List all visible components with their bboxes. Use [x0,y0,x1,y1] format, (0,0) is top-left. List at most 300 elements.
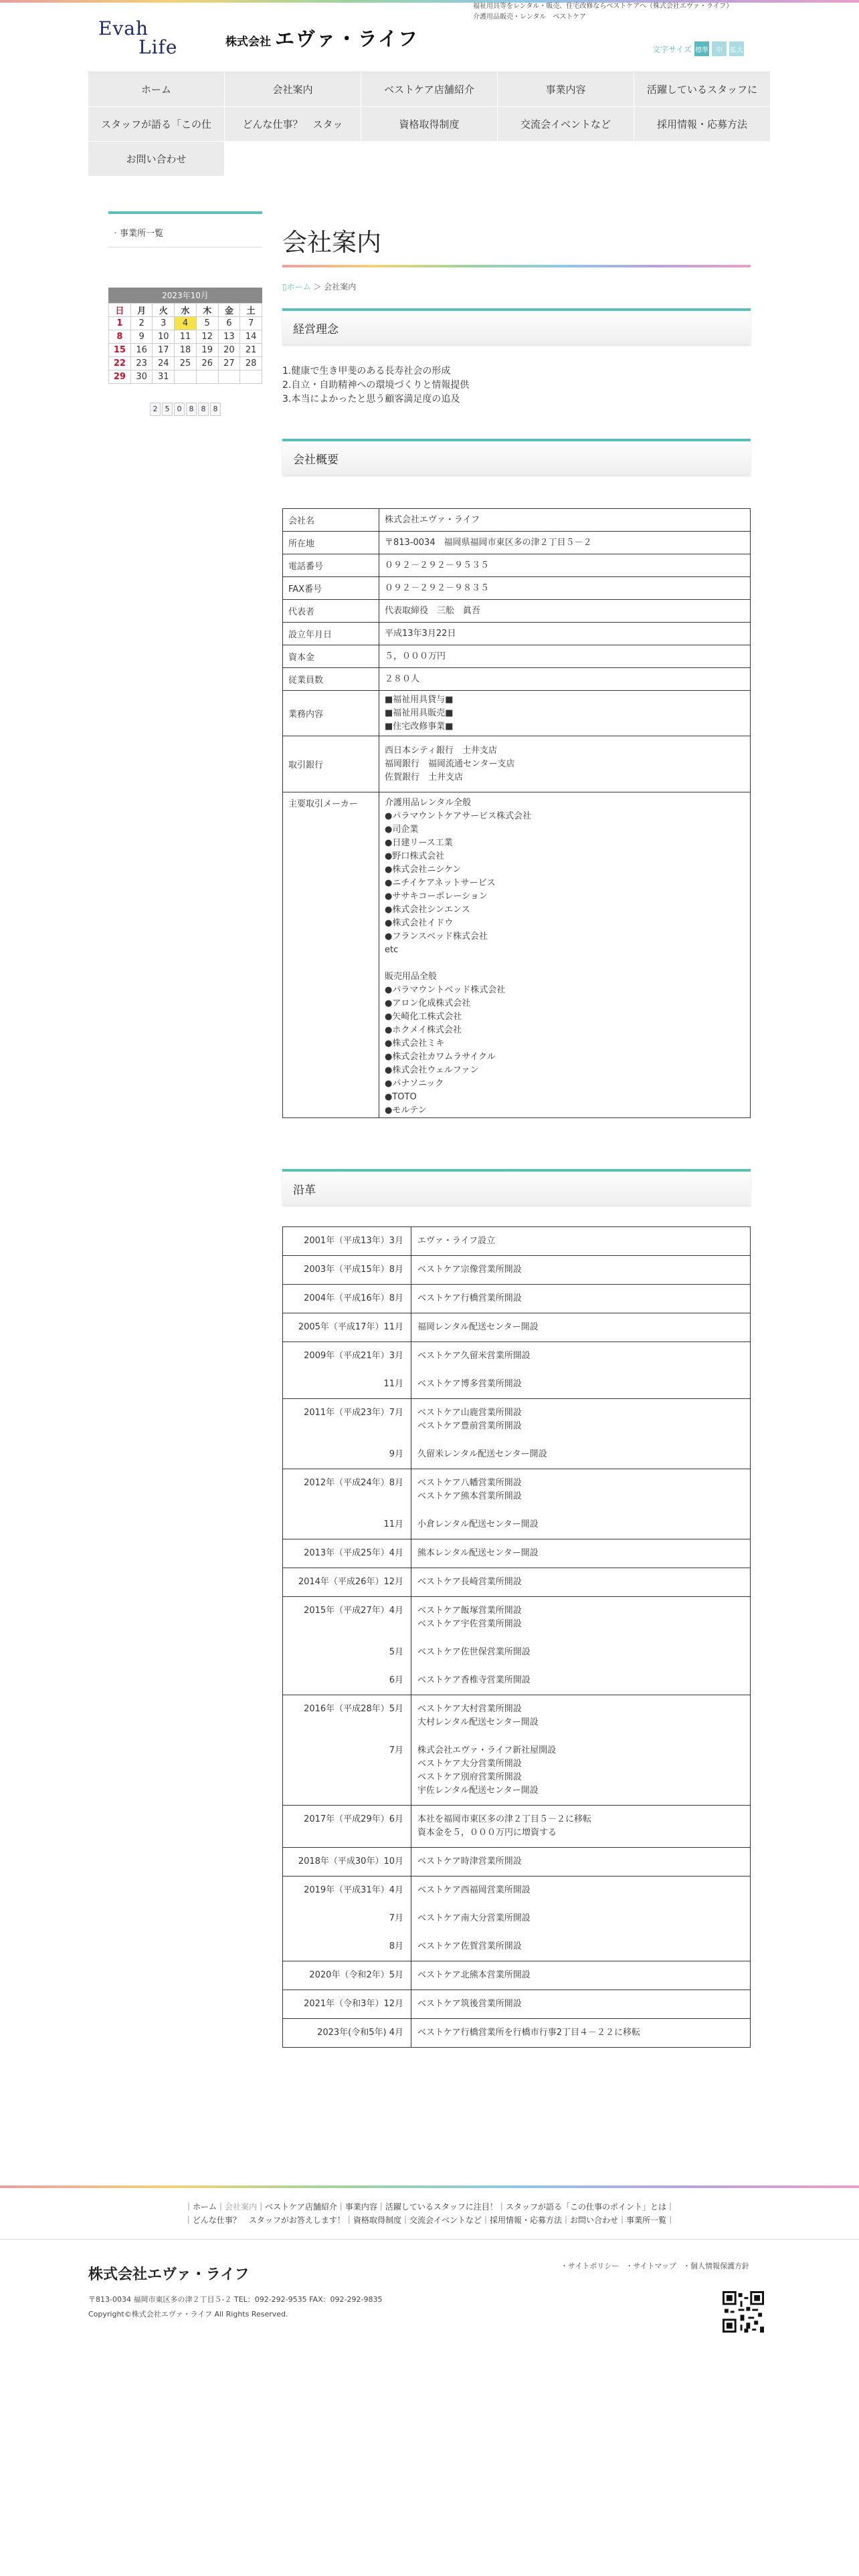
history-event-cell [411,1848,751,1876]
counter-digit: 8 [198,403,209,416]
overview-row [283,577,751,600]
footer-nav-link[interactable]: ホーム [193,2202,217,2212]
overview-label: 会社名 [283,509,379,532]
overview-value-line: ●株式会社ウェルファン [385,1065,479,1075]
calendar-day: 28 [240,357,262,370]
history-event-line: ベストケア博多営業所開設 [417,1379,522,1389]
font-size-medium-button[interactable]: 中 [712,41,727,56]
history-row [283,2019,751,2048]
overview-value-line: 〒813-0034 福岡県福岡市東区多の津２丁目５－２ [385,537,592,548]
footer-nav-link[interactable]: 事業内容 [345,2202,377,2212]
overview-row [283,532,751,554]
history-event-line: ベストケア大分営業所開設 [417,1759,522,1769]
overview-row [283,691,751,736]
overview-row [283,645,751,668]
overview-value-line [385,957,745,970]
history-event-line: ベストケア宗像営業所開設 [417,1265,522,1275]
calendar-day [218,370,240,384]
history-row [283,1876,751,1961]
calendar-day: 8 [109,330,131,344]
history-event [411,1448,750,1461]
history-event-cell [411,2019,751,2048]
calendar-weekday: 火 [153,304,175,317]
font-size-standard-button[interactable]: 標準 [694,41,709,56]
history-year: 2014年（平成26年）12月 [298,1577,403,1587]
overview-value [379,600,751,623]
history-event-line: ベストケア山鹿営業所開設 [417,1408,522,1418]
philosophy-list [282,364,751,407]
history-year-cell [283,1539,411,1568]
history-event [411,1518,750,1531]
sidebar-top-border [108,211,262,218]
logo-line2: Life [138,36,178,58]
history-event-cell [411,1597,751,1695]
overview-row [283,668,751,691]
history-event-line: ベストケア行橋営業所を行橋市行事2丁目４－２２に移転 [417,2028,641,2038]
breadcrumb-home-link[interactable]: ▯ホーム [282,282,311,292]
calendar-day: 16 [130,344,153,357]
history-event [411,1940,750,1953]
calendar-weekday: 木 [196,304,218,317]
history-event-line: エヴァ・ライフ設立 [417,1236,496,1246]
overview-row [283,554,751,577]
calendar-day: 31 [153,370,175,384]
nav-item-4[interactable]: 活躍しているスタッフに [634,72,771,107]
calendar-day: 3 [153,317,175,330]
history-year-cell [283,1285,411,1313]
calendar-day: 12 [196,330,218,344]
overview-label: 電話番号 [283,554,379,577]
history-event-cell [411,1285,751,1313]
calendar-week [109,357,262,370]
history-year: 9月 [389,1449,403,1459]
sidebar [108,211,262,416]
history-event [411,1855,750,1868]
tagline-line2: 介護用品販売・レンタル ベストケア [473,13,587,21]
overview-value-line: ●パラマウントベッド株式会社 [385,985,506,995]
calendar-weekday: 月 [130,304,153,317]
company-name: エヴァ・ライフ [275,27,419,50]
overview-value-line: ●モルテン [385,1105,427,1115]
history-event-cell [411,1990,751,2019]
footer-nav-link[interactable]: スタッフが語る「この仕事のポイント」とは [505,2202,666,2212]
history-event-line: ベストケア南大分営業所開設 [417,1913,531,1923]
history-year-cell [283,1990,411,2019]
footer-links: ・サイトポリシー ・サイトマップ ・個人情報保護方針 [561,2262,750,2270]
overview-value-line: 株式会社エヴァ・ライフ [385,514,480,525]
history-row [283,1399,751,1469]
overview-value-line: ●司企業 [385,825,419,835]
history-event-cell [411,1876,751,1961]
footer-nav-link[interactable]: 資格取得制度 [353,2216,401,2225]
history-event-cell [411,1469,751,1539]
history-row [283,1695,751,1806]
overview-value-line: ０９２－２９２－９５３５ [385,560,490,570]
history-year: 2015年（平成27年）4月 [304,1606,403,1616]
history-event [411,1674,750,1687]
history-year-cell [283,1256,411,1285]
calendar-caption: 2023年10月 [108,288,262,303]
philosophy-line: 3.本当によかったと思う顧客満足度の追及 [282,394,460,405]
footer-nav-link[interactable]: 採用情報・応募方法 [490,2216,563,2225]
history-year: 11月 [383,1519,403,1529]
history-year: 2013年（平成25年）4月 [304,1548,403,1558]
history-event-cell [411,1227,751,1256]
footer-nav-link[interactable]: 活躍しているスタッフに注目！ [385,2202,498,2212]
footer-policy-link[interactable]: 個人情報保護方針 [690,2262,750,2270]
history-year-cell [283,1597,411,1695]
company-history-table [282,1226,751,2048]
calendar-day: 5 [196,317,218,330]
history-year: 2005年（平成17年）11月 [298,1322,403,1332]
calendar-day: 27 [218,357,240,370]
overview-value-line: ■福祉用具販売■ [385,708,454,718]
philosophy-line: 2.自立・自助精神への環境づくりと情報提供 [282,380,470,391]
history-year: 2020年（令和2年）5月 [309,1970,403,1980]
nav-item-2[interactable]: ベストケア店舗紹介 [361,72,498,107]
history-event-line: 資本金を５，０００万円に増資する [417,1828,557,1838]
overview-row [283,623,751,645]
overview-value [379,532,751,554]
overview-label: 取引銀行 [283,736,379,792]
overview-label: 業務内容 [283,691,379,736]
history-year: 2012年（平成24年）8月 [304,1478,403,1488]
history-event [411,1406,750,1433]
calendar-day [240,370,262,384]
history-row [283,1568,751,1597]
history-year: 2019年（平成31年）4月 [304,1885,403,1895]
overview-value [379,645,751,668]
history-event-line: ベストケア熊本営業所開設 [417,1491,522,1501]
history-event [411,2026,750,2040]
calendar-day: 10 [153,330,175,344]
history-event-line: 久留米レンタル配送センター開設 [417,1449,547,1459]
footer-nav-line2: ｜どんな仕事？ スタッフがお答えします！｜資格取得制度｜交流会イベントなど｜採用情報・応募方法｜お問い合わせ｜事業所一覧｜ [184,2216,675,2225]
overview-value-line: ●株式会社シンエンス [385,905,470,915]
calendar-day: 11 [175,330,197,344]
history-event-cell [411,1961,751,1990]
overview-value-line: ●株式会社ニシケン [385,865,462,875]
evah-life-logo[interactable] [98,17,215,59]
history-event [411,1646,750,1659]
overview-label: 所在地 [283,532,379,554]
nav-item-0[interactable]: ホーム [88,72,225,107]
footer-nav-link[interactable]: 会社案内 [225,2202,258,2212]
history-year: 11月 [383,1379,403,1389]
site-header [88,3,771,72]
history-year-cell [283,1313,411,1342]
history-event-line: 福岡レンタル配送センター開設 [417,1322,539,1332]
overview-value-line: ●株式会社イドウ [385,918,454,928]
history-row [283,1848,751,1876]
overview-label: 主要取引メーカー [283,792,379,1118]
history-event [411,1350,750,1363]
history-year-cell [283,1342,411,1399]
history-year-cell [283,1469,411,1539]
history-event [411,1969,750,1982]
overview-label: 資本金 [283,645,379,668]
history-event-cell [411,1342,751,1399]
history-event [411,1263,750,1277]
footer-policy-link[interactable]: サイトマップ [633,2262,677,2270]
overview-value-line: ●野口株式会社 [385,851,445,861]
history-event [411,1998,750,2011]
history-year: 2004年（平成16年）8月 [304,1293,403,1303]
overview-value-line: ●株式会社カワムラサイクル [385,1052,496,1062]
calendar-weekday: 日 [109,304,131,317]
overview-value-line: 西日本シティ銀行 土井支店 [385,745,497,756]
calendar-weekday: 水 [175,304,197,317]
history-event [411,1292,750,1305]
counter-digit: 8 [186,403,197,416]
history-event-line: 熊本レンタル配送センター開設 [417,1548,539,1558]
history-event-line: ベストケア筑後営業所開設 [417,1999,522,2009]
calendar-day [196,370,218,384]
footer-nav-link[interactable]: どんな仕事？ スタッフがお答えします！ [192,2216,345,2225]
breadcrumb [282,281,751,292]
overview-value [379,691,751,736]
title-rainbow-line [282,265,751,267]
footer-policy-link[interactable]: サイトポリシー [568,2262,619,2270]
philosophy-line: 1.健康で生き甲斐のある長寿社会の形成 [282,366,451,377]
calendar-day: 19 [196,344,218,357]
history-event [411,1378,750,1391]
history-heading: 沿革 [282,1169,751,1205]
history-year: 2011年（平成23年）7月 [304,1408,403,1418]
font-size-large-button[interactable]: 拡大 [729,41,744,56]
logo-line1: Evah [98,17,149,39]
history-year: 8月 [389,1941,403,1951]
history-year-cell [283,1848,411,1876]
history-row [283,1539,751,1568]
calendar-day: 13 [218,330,240,344]
overview-value [379,577,751,600]
sidebar-link-offices[interactable]: ・ 事業所一覧 [108,218,262,247]
history-event-cell [411,1568,751,1597]
overview-value-line: 福岡銀行 福岡流通センター支店 [385,758,515,769]
main-content [282,222,751,2048]
history-year-cell [283,1568,411,1597]
overview-value-line: 介護用品レンタル全般 [385,798,472,808]
footer-company-name: 株式会社エヴァ・ライフ [88,2266,250,2283]
overview-label: FAX番号 [283,577,379,600]
overview-label: 設立年月日 [283,623,379,645]
calendar-day: 25 [175,357,197,370]
history-year: 2023年(令和5年) 4月 [317,2028,403,2038]
overview-value [379,668,751,691]
global-nav [88,72,771,177]
history-event-line: 大村レンタル配送センター開設 [417,1717,539,1727]
footer-rainbow-bar [0,2185,859,2188]
history-row [283,1342,751,1399]
history-event-cell [411,1806,751,1848]
history-row [283,1597,751,1695]
nav-item-1[interactable]: 会社案内 [225,72,361,107]
history-event-cell [411,1256,751,1285]
history-year-cell [283,1695,411,1806]
calendar-day: 14 [240,330,262,344]
company-prefix: 株式会社 [225,35,271,49]
history-year: 7月 [389,1913,403,1923]
history-event [411,1477,750,1503]
history-event-cell [411,1695,751,1806]
calendar-day: 1 [109,317,131,330]
font-size-switcher [652,41,744,56]
calendar-day: 26 [196,357,218,370]
history-event [411,1744,750,1798]
overview-row [283,600,751,623]
overview-value-line: ●ニチイケアネットサービス [385,878,496,888]
history-event [411,1604,750,1631]
calendar-day [175,370,197,384]
calendar-week [109,317,262,330]
history-year-cell [283,1961,411,1990]
breadcrumb-current: 会社案内 [324,282,357,292]
calendar-day: 6 [218,317,240,330]
history-row [283,1806,751,1848]
history-event-line: ベストケア北熊本営業所開設 [417,1970,531,1980]
overview-row [283,736,751,792]
history-event-line: ベストケア八幡営業所開設 [417,1478,522,1488]
font-size-label: 文字サイズ [652,44,692,54]
history-year-cell [283,1227,411,1256]
nav-item-8[interactable]: 交流会イベントなど [498,107,634,142]
overview-value-line: ●フランスベッド株式会社 [385,932,488,942]
overview-value-line: etc [385,945,399,955]
breadcrumb-separator: ＞ [313,282,322,292]
company-overview-table [282,508,751,1118]
overview-value [379,554,751,577]
overview-value-line: ２８０人 [385,673,420,684]
overview-value-line: ■福祉用具貸与■ [385,694,454,705]
overview-value-line: 佐賀銀行 土井支店 [385,772,464,782]
history-event [411,1321,750,1334]
history-event-line: 株式会社エヴァ・ライフ新社屋開設 [417,1745,557,1755]
history-year: 2001年（平成13年）3月 [304,1236,403,1246]
footer-nav-link[interactable]: お問い合わせ [570,2216,619,2225]
calendar-day: 29 [109,370,131,384]
footer-copyright: Copyright©株式会社エヴァ・ライフ All Rights Reserved. [88,2310,288,2319]
history-row [283,1961,751,1990]
counter-digit: 0 [174,403,185,416]
overview-value-line: ●パラマウントケアサービス株式会社 [385,811,532,821]
calendar-week [109,330,262,344]
calendar-day: 4 [175,317,197,330]
history-event-line: ベストケア宇佐営業所開設 [417,1619,522,1629]
calendar-day: 18 [175,344,197,357]
calendar-day: 24 [153,357,175,370]
history-year: 5月 [389,1647,403,1657]
footer-nav-link[interactable]: 事業所一覧 [626,2216,667,2225]
overview-value-line: ５，０００万円 [385,651,446,661]
history-event-line: ベストケア長崎営業所開設 [417,1577,522,1587]
history-event [411,1576,750,1589]
overview-value-line: ●TOTO [385,1092,417,1102]
nav-item-6[interactable]: どんな仕事？ スタッ [225,107,361,142]
history-event-line: 本社を福岡市東区多の津２丁目５－２に移転 [417,1814,592,1824]
history-event-line: ベストケア香椎寺営業所開設 [417,1675,531,1685]
history-row [283,1256,751,1285]
company-logo-text[interactable] [225,24,419,51]
history-event-line: ベストケア時津営業所開設 [417,1856,522,1866]
overview-value [379,792,751,1118]
overview-value-line: 代表取締役 三舩 眞吾 [385,605,481,616]
history-event-line: 宇佐レンタル配送センター開設 [417,1786,539,1796]
footer-nav-link[interactable]: 交流会イベントなど [409,2216,482,2225]
calendar-day: 21 [240,344,262,357]
calendar-day: 9 [130,330,153,344]
history-year: 2017年（平成29年）6月 [304,1814,403,1824]
calendar-week [109,370,262,384]
counter-digit: 2 [150,403,161,416]
calendar-week [109,344,262,357]
history-event [411,1235,750,1248]
calendar-day: 15 [109,344,131,357]
calendar-day: 17 [153,344,175,357]
nav-item-10[interactable]: お問い合わせ [88,142,225,177]
history-year-cell [283,1806,411,1848]
history-year-cell [283,2019,411,2048]
philosophy-heading: 経営理念 [282,308,751,344]
overview-value [379,736,751,792]
overview-value-line: 平成13年3月22日 [385,628,456,639]
overview-value-line: ●アロン化成株式会社 [385,998,471,1008]
footer-nav-link[interactable]: ベストケア店舗紹介 [265,2202,337,2212]
calendar-day: 22 [109,357,131,370]
overview-value-line: ●パナソニック [385,1079,444,1089]
footer-divider [0,2239,859,2240]
history-year: 2016年（平成28年）5月 [304,1704,403,1714]
history-year: 2021年（令和3年）12月 [304,1999,403,2009]
history-event [411,1912,750,1925]
history-event-line: ベストケア豊前営業所開設 [417,1421,522,1431]
history-event-line: ベストケア大村営業所開設 [417,1704,522,1714]
overview-value-line: ●日建リース工業 [385,838,453,848]
history-event [411,1547,750,1560]
overview-value-line: ●ササキコーポレーション [385,891,488,901]
history-event-line: ベストケア別府営業所開設 [417,1772,522,1782]
counter-digit: 5 [162,403,173,416]
calendar-day: 2 [130,317,153,330]
access-counter [108,403,262,416]
history-year-cell [283,1399,411,1469]
footer-nav [0,2200,859,2227]
overview-heading: 会社概要 [282,439,751,475]
history-event-cell [411,1399,751,1469]
history-event-line: ベストケア久留米営業所開設 [417,1351,531,1361]
overview-value [379,623,751,645]
header-tagline [473,1,761,23]
history-year: 7月 [389,1745,403,1755]
calendar-day: 23 [130,357,153,370]
history-event [411,1813,750,1840]
overview-value-line: ０９２－２９２－９８３５ [385,582,490,593]
nav-item-9[interactable]: 採用情報・応募方法 [634,107,771,142]
page-title: 会社案内 [282,228,381,257]
calendar-day: 7 [240,317,262,330]
history-event-cell [411,1313,751,1342]
footer-address-block [88,2292,382,2322]
history-year: 2003年（平成15年）8月 [304,1265,403,1275]
history-event [411,1703,750,1729]
nav-item-5[interactable]: スタッフが語る「この仕 [88,107,225,142]
overview-value [379,509,751,532]
history-event-line: ベストケア佐世保営業所開設 [417,1647,531,1657]
calendar-day: 30 [130,370,153,384]
nav-item-3[interactable]: 事業内容 [498,72,634,107]
nav-item-7[interactable]: 資格取得制度 [361,107,498,142]
overview-value-line: ■住宅改修事業■ [385,721,454,732]
